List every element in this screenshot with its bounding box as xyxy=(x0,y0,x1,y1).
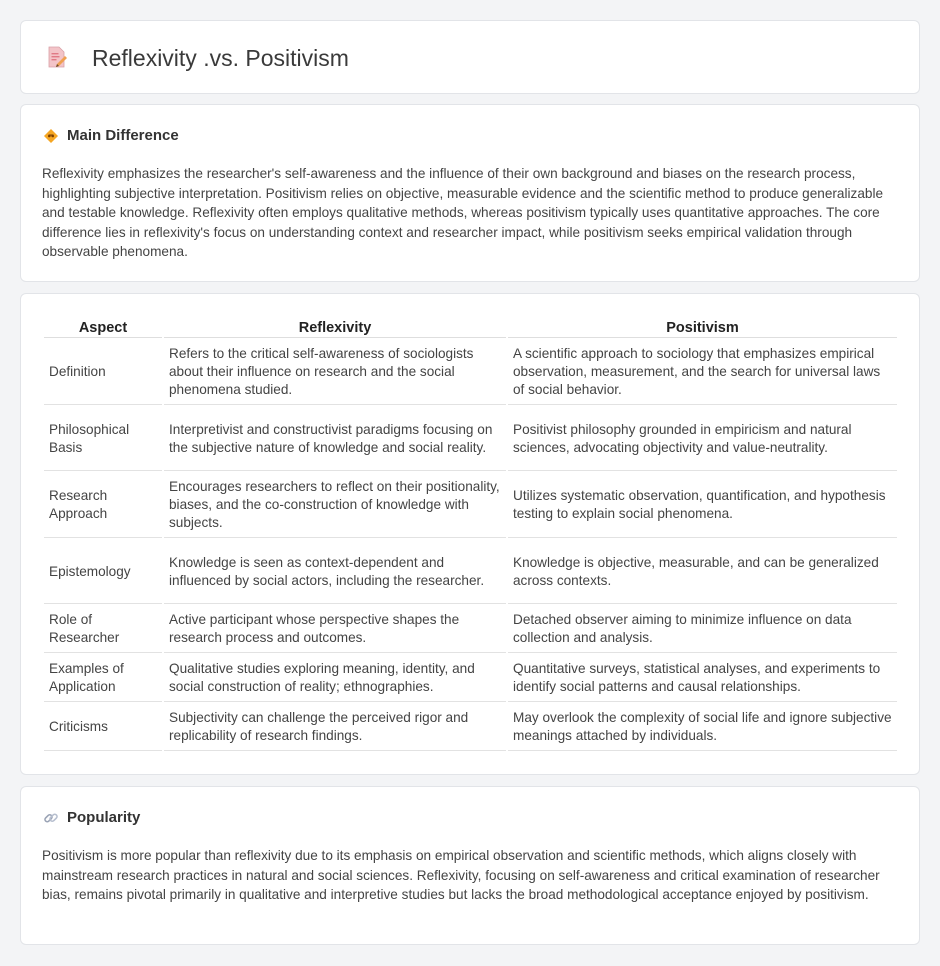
main-difference-section xyxy=(20,104,920,282)
table-row xyxy=(44,655,897,702)
positivism-cell: May overlook the complexity of social life and ignore subjective meanings attached by individuals. xyxy=(508,704,897,751)
diamond-icon xyxy=(43,128,59,144)
aspect-cell: Criticisms xyxy=(44,704,162,751)
positivism-cell: Quantitative surveys, statistical analyses, and experiments to identify social patterns and causal relationships. xyxy=(508,655,897,702)
table-row xyxy=(44,407,897,471)
aspect-cell: Philosophical Basis xyxy=(44,407,162,471)
main-difference-heading: Main Difference xyxy=(67,127,179,144)
header-reflexivity: Reflexivity xyxy=(164,316,506,338)
aspect-cell: Role of Researcher xyxy=(44,606,162,653)
page-title: Reflexivity .vs. Positivism xyxy=(92,45,349,71)
reflexivity-cell: Encourages researchers to reflect on their positionality, biases, and the co-construction of knowledge with subjects. xyxy=(164,473,506,538)
positivism-cell: Detached observer aiming to minimize influence on data collection and analysis. xyxy=(508,606,897,653)
positivism-cell: Positivist philosophy grounded in empiricism and natural sciences, advocating objectivity and value-neutrality. xyxy=(508,407,897,471)
reflexivity-cell: Refers to the critical self-awareness of sociologists about their influence on research and the social phenomena studied. xyxy=(164,340,506,405)
table-row xyxy=(44,473,897,538)
reflexivity-cell: Subjectivity can challenge the perceived rigor and replicability of research findings. xyxy=(164,704,506,751)
comparison-table xyxy=(42,314,899,753)
positivism-cell: A scientific approach to sociology that emphasizes empirical observation, measurement, and the search for universal laws of social behavior. xyxy=(508,340,897,405)
header-positivism: Positivism xyxy=(508,316,897,338)
aspect-cell: Epistemology xyxy=(44,540,162,604)
popularity-text: Positivism is more popular than reflexivity due to its emphasis on empirical observation and scientific methods, which aligns closely with mainstream research practices in natural and social sciences. Reflexivity, focusing on self-awareness and critical examination of researcher bias, remains pivotal primarily in qualitative and interpretive studies but lacks the broad methodological acceptance enjoyed by positivism. xyxy=(42,848,880,902)
positivism-cell: Knowledge is objective, measurable, and can be generalized across contexts. xyxy=(508,540,897,604)
popularity-section xyxy=(20,786,920,945)
table-row xyxy=(44,340,897,405)
document-pen-icon xyxy=(45,45,69,69)
reflexivity-cell: Knowledge is seen as context-dependent and influenced by social actors, including the researcher. xyxy=(164,540,506,604)
reflexivity-cell: Active participant whose perspective shapes the research process and outcomes. xyxy=(164,606,506,653)
aspect-cell: Examples of Application xyxy=(44,655,162,702)
reflexivity-cell: Qualitative studies exploring meaning, identity, and social construction of reality; ethnographies. xyxy=(164,655,506,702)
table-row xyxy=(44,606,897,653)
header-aspect: Aspect xyxy=(44,316,162,338)
popularity-heading: Popularity xyxy=(67,809,141,826)
header-card xyxy=(20,20,920,94)
aspect-cell: Research Approach xyxy=(44,473,162,538)
table-row xyxy=(44,540,897,604)
comparison-section xyxy=(20,293,920,775)
main-difference-text: Reflexivity emphasizes the researcher's self-awareness and the influence of their own background and biases on the research process, highlighting subjective interpretation. Positivism relies on objective, measurable evidence and the scientific method to produce generalizable and testable knowledge. Reflexivity often employs qualitative methods, whereas positivism typically uses quantitative approaches. The core difference lies in reflexivity's focus on understanding context and researcher impact, while positivism seeks empirical validation through observable phenomena. xyxy=(42,166,884,259)
aspect-cell: Definition xyxy=(44,340,162,405)
table-header-row xyxy=(44,316,897,338)
table-row xyxy=(44,704,897,751)
reflexivity-cell: Interpretivist and constructivist paradigms focusing on the subjective nature of knowledge and social reality. xyxy=(164,407,506,471)
link-icon xyxy=(43,810,59,826)
positivism-cell: Utilizes systematic observation, quantification, and hypothesis testing to explain social phenomena. xyxy=(508,473,897,538)
